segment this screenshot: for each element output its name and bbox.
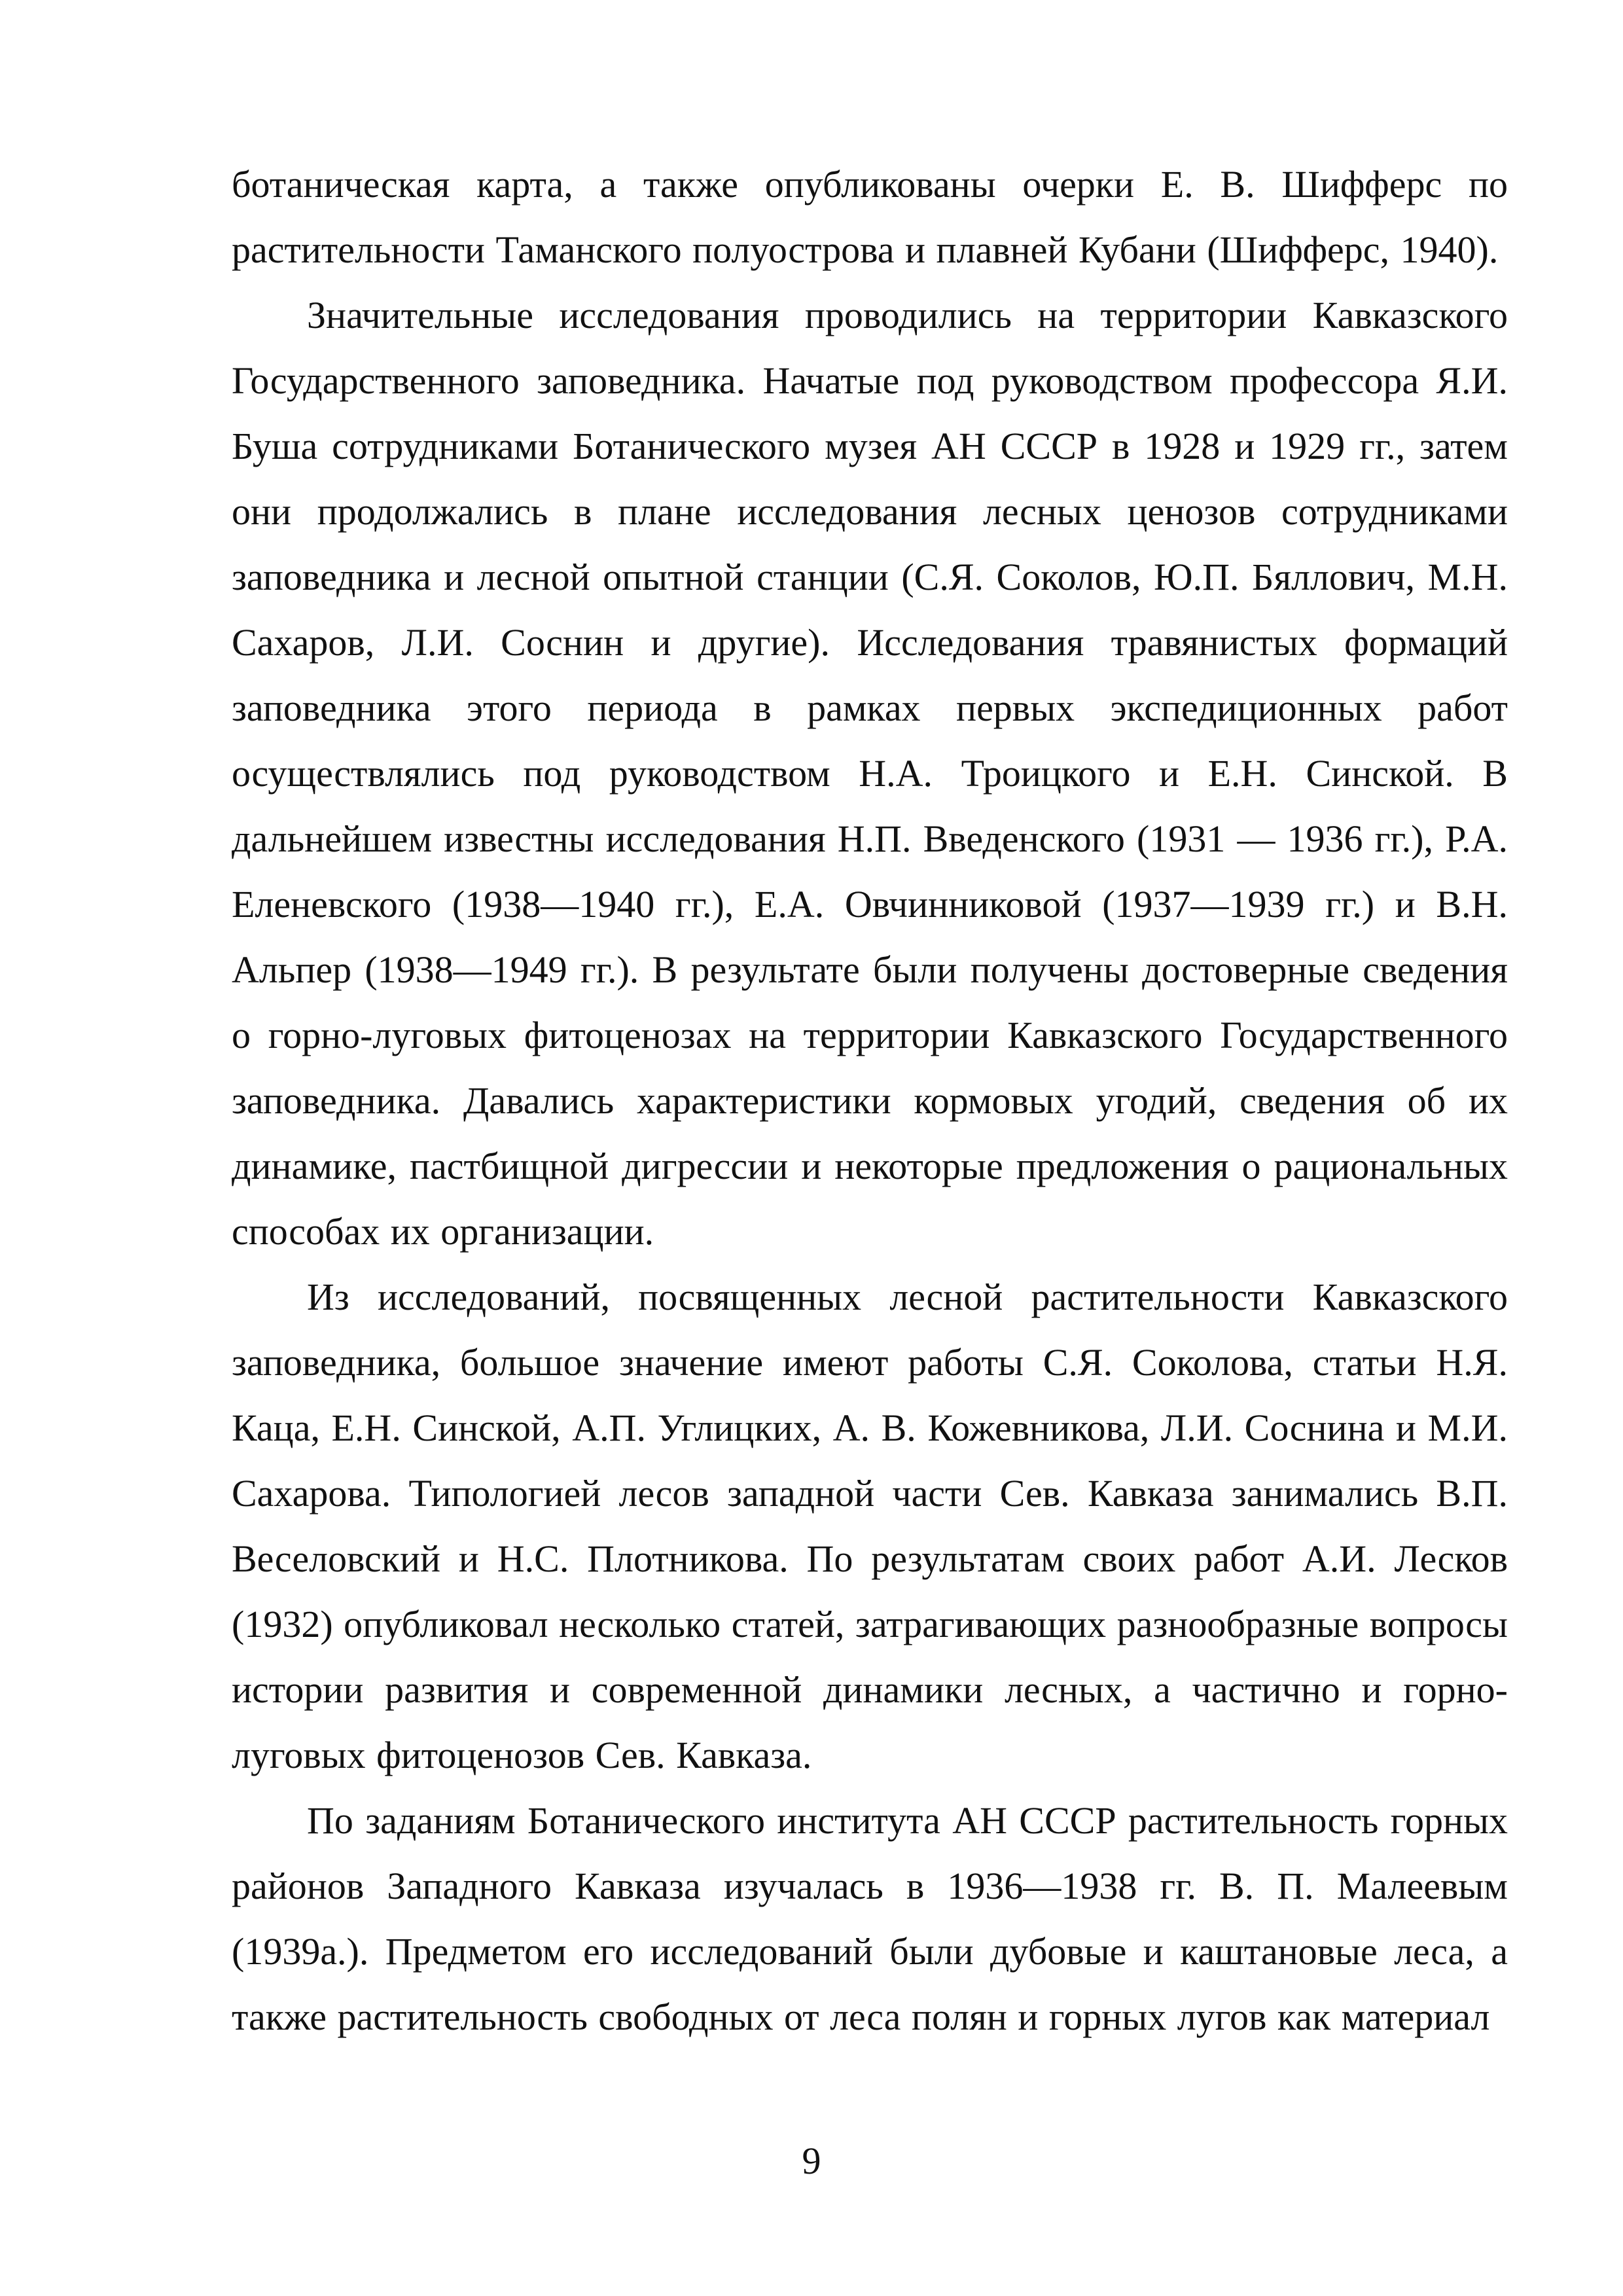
document-page xyxy=(232,152,1508,2050)
paragraph-4: По заданиям Ботанического института АН СССР растительность горных районов Западного Кавказа изучалась в 1936—1938 гг. В. П. Малеевым (1939а.). Предметом его исследований были дубовые и каштановые леса, а также растительность свободных от леса полян и горных лугов как материал xyxy=(232,1799,1508,2038)
paragraph-3: Из исследований, посвященных лесной растительности Кавказского заповедника, большое значение имеют работы С.Я. Соколова, статьи Н.Я. Каца, Е.Н. Синской, А.П. Углицких, А. В. Кожевникова, Л.И. Соснина и М.И. Сахарова. Типологией лесов западной части Сев. Кавказа занимались В.П. Веселовский и Н.С. Плотникова. По результатам своих работ А.И. Лесков (1932) опубликовал несколько статей, затрагивающих разнообразные вопросы истории развития и современной динамики лесных, а частично и горно-луговых фитоценозов Сев. Кавказа. xyxy=(232,1276,1508,1776)
paragraph-2: Значительные исследования проводились на территории Кавказского Государственного заповедника. Начатые под руководством профессора Я.И. Буша сотрудниками Ботанического музея АН СССР в 1928 и 1929 гг., затем они продолжались в плане исследования лесных ценозов сотрудниками заповедника и лесной опытной станции (С.Я. Соколов, Ю.П. Бяллович, М.Н. Сахаров, Л.И. Соснин и другие). Исследования травянистых формаций заповедника этого периода в рамках первых экспедиционных работ осуществлялись под руководством Н.А. Троицкого и Е.Н. Синской. В дальнейшем известны исследования Н.П. Введенского (1931 — 1936 гг.), Р.А. Еленевского (1938—1940 гг.), Е.А. Овчинниковой (1937—1939 гг.) и В.Н. Альпер (1938—1949 гг.). В результате были получены достоверные сведения о горно-луговых фитоценозах на территории Кавказского Государственного заповедника. Давались характеристики кормовых угодий, сведения об их динамике, пастбищной дигрессии и некоторые предложения о рациональных способах их организации. xyxy=(232,294,1508,1253)
page-number: 9 xyxy=(802,2140,821,2182)
paragraph-1: ботаническая карта, а также опубликованы очерки Е. В. Шифферс по растительности Таманского полуострова и плавней Кубани (Шифферс, 1940). xyxy=(232,163,1508,271)
